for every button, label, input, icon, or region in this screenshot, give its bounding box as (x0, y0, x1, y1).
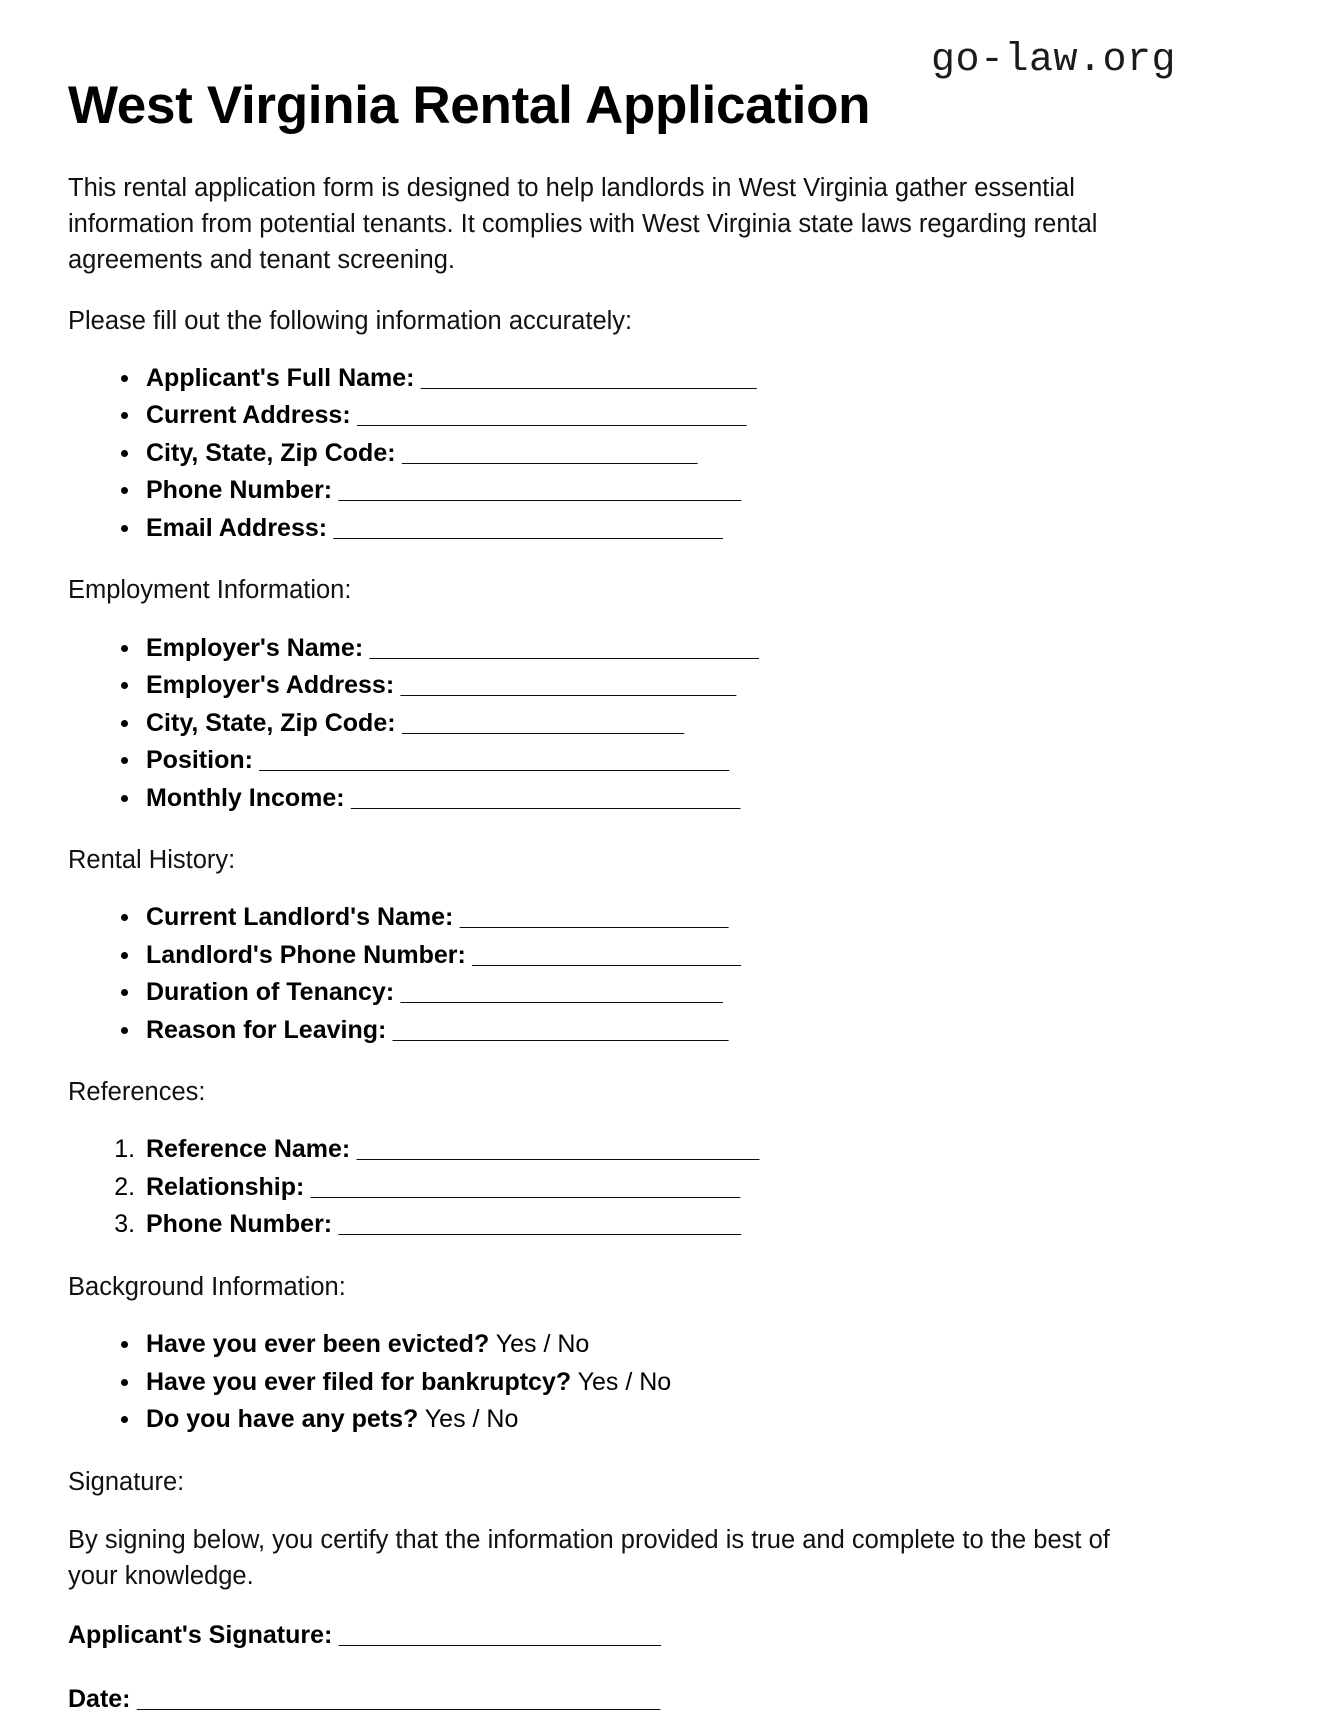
field-label: Phone Number: (146, 476, 333, 505)
yes-no-answer[interactable]: Yes / No (489, 1330, 590, 1359)
list-item (142, 975, 1143, 1011)
yes-no-answer[interactable]: Yes / No (418, 1405, 519, 1434)
field-label: Employer's Address: (146, 671, 395, 700)
field-label: Employer's Name: (146, 633, 364, 662)
list-item (142, 900, 1143, 936)
date-line (68, 1682, 1143, 1718)
employment-heading: Employment Information: (68, 576, 352, 605)
question-label: Have you ever been evicted? (146, 1330, 490, 1359)
list-item (142, 781, 1143, 817)
list-item (142, 631, 1143, 667)
intro-paragraph: This rental application form is designed to help landlords in West Virginia gather essential information from potential tenants. It complies with West Virginia state laws regarding rental agreements and tenant screening. (68, 174, 1098, 275)
field-blank[interactable]: ___________________________________ (252, 746, 729, 775)
site-watermark: go-law.org (930, 38, 1176, 83)
field-label: Duration of Tenancy: (146, 978, 395, 1007)
list-item (142, 938, 1143, 974)
employment-fields-list (68, 631, 1143, 817)
field-blank[interactable]: ____________________ (465, 940, 741, 969)
field-label: City, State, Zip Code: (146, 438, 396, 467)
list-item (142, 398, 1143, 434)
page-title: West Virginia Rental Application (68, 76, 871, 135)
field-label: Reference Name: (146, 1135, 351, 1164)
applicant-signature-blank[interactable]: ________________________ (332, 1621, 661, 1650)
date-blank[interactable]: _______________________________________ (130, 1684, 660, 1713)
field-blank[interactable]: ____________________ (453, 903, 728, 932)
document-body (68, 170, 1143, 1723)
field-label: Position: (146, 746, 253, 775)
date-label: Date: (68, 1684, 131, 1713)
list-item (142, 1170, 1143, 1206)
field-blank[interactable]: _____________________________ (344, 783, 740, 812)
field-blank[interactable]: _________________________ (414, 363, 757, 392)
field-label: Landlord's Phone Number: (146, 940, 466, 969)
list-item (142, 668, 1143, 704)
applicant-signature-label: Applicant's Signature: (68, 1621, 333, 1650)
list-item (142, 706, 1143, 742)
field-blank[interactable]: ______________________________ (332, 476, 741, 505)
question-label: Do you have any pets? (146, 1405, 419, 1434)
field-blank[interactable]: _____________________________ (350, 401, 746, 430)
field-label: Reason for Leaving: (146, 1015, 387, 1044)
field-blank[interactable]: _____________________________ (363, 633, 759, 662)
list-item (142, 511, 1143, 547)
references-fields-list (68, 1132, 1143, 1243)
field-blank[interactable]: _____________________ (395, 708, 684, 737)
field-label: Monthly Income: (146, 783, 345, 812)
list-item (142, 473, 1143, 509)
rental-history-heading: Rental History: (68, 846, 236, 875)
list-item (142, 743, 1143, 779)
field-label: Applicant's Full Name: (146, 363, 415, 392)
field-label: City, State, Zip Code: (146, 708, 396, 737)
field-blank[interactable]: ______________________ (395, 438, 697, 467)
rental-history-fields-list (68, 900, 1143, 1048)
background-questions-list (68, 1327, 1143, 1438)
signature-heading: Signature: (68, 1467, 185, 1496)
field-blank[interactable]: ______________________________ (332, 1210, 741, 1239)
references-heading: References: (68, 1078, 206, 1107)
instruction-text: Please fill out the following information accurately: (68, 306, 633, 335)
field-label: Email Address: (146, 513, 328, 542)
list-item (142, 1365, 1143, 1401)
question-label: Have you ever filed for bankruptcy? (146, 1367, 572, 1396)
list-item (142, 436, 1143, 472)
yes-no-answer[interactable]: Yes / No (571, 1367, 672, 1396)
list-item (142, 1013, 1143, 1049)
list-item (142, 1402, 1143, 1438)
field-blank[interactable]: _________________________ (394, 671, 736, 700)
field-blank[interactable]: ________________________________ (304, 1172, 740, 1201)
field-label: Relationship: (146, 1172, 305, 1201)
field-label: Current Landlord's Name: (146, 903, 454, 932)
applicant-signature-line (68, 1618, 1143, 1654)
list-item (142, 1207, 1143, 1243)
certification-paragraph: By signing below, you certify that the information provided is true and complete to the best of your knowledge. (68, 1525, 1110, 1591)
field-blank[interactable]: _________________________ (386, 1015, 728, 1044)
field-blank[interactable]: _____________________________ (327, 513, 723, 542)
list-item (142, 1327, 1143, 1363)
field-blank[interactable]: ________________________ (394, 978, 723, 1007)
background-heading: Background Information: (68, 1272, 346, 1301)
list-item (142, 1132, 1143, 1168)
list-item (142, 361, 1143, 397)
applicant-fields-list (68, 361, 1143, 547)
field-blank[interactable]: ______________________________ (350, 1135, 759, 1164)
field-label: Current Address: (146, 401, 351, 430)
field-label: Phone Number: (146, 1210, 333, 1239)
